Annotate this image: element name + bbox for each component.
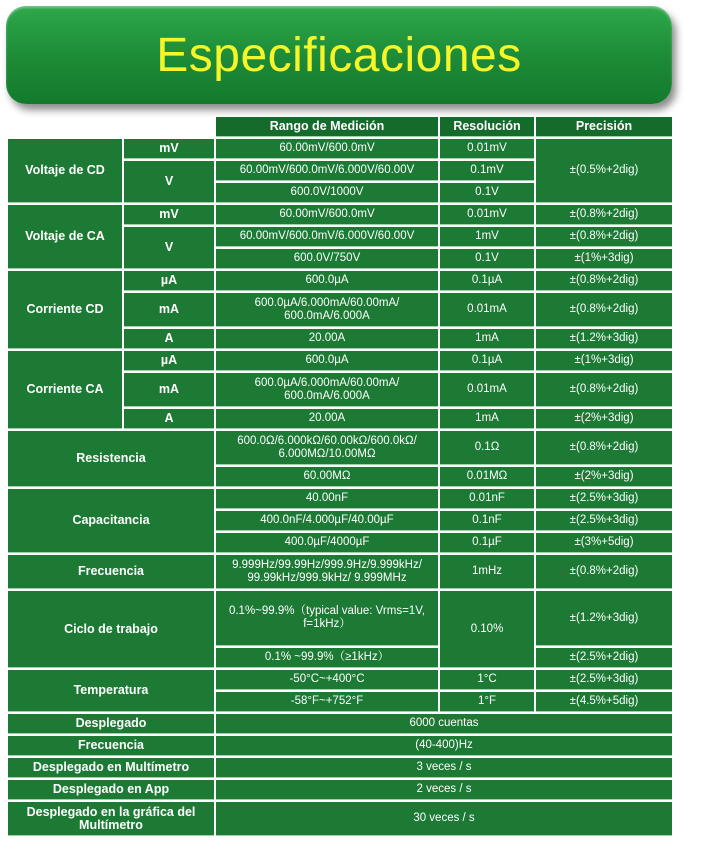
resolution-cell: 1°C <box>440 670 534 690</box>
range-line: 600.0mA/6.000A <box>284 389 370 402</box>
resolution-cell: 1°F <box>440 692 534 712</box>
resolution-cell: 0.1V <box>440 183 534 203</box>
range-cell: 60.00mV/600.0mV <box>216 205 438 225</box>
range-cell: 600.0V/1000V <box>216 183 438 203</box>
table-row <box>8 736 672 756</box>
precision-cell: ±(0.8%+2dig) <box>536 227 672 247</box>
range-cell: 600.0µA <box>216 351 438 371</box>
meter-refresh-label: Desplegado en Multímetro <box>8 758 214 778</box>
table-row <box>8 431 672 465</box>
table-row <box>8 489 672 509</box>
resolution-cell: 0.01MΩ <box>440 467 534 487</box>
table-row <box>8 758 672 778</box>
ac-current-label: Corriente CA <box>8 351 122 429</box>
range-cell: 20.00A <box>216 409 438 429</box>
label-line: Multímetro <box>79 817 143 832</box>
capacitance-label: Capacitancia <box>8 489 214 553</box>
table-row <box>8 351 672 371</box>
range-cell <box>216 373 438 407</box>
precision-cell: ±(0.8%+2dig) <box>536 271 672 291</box>
unit-cell: mA <box>124 293 214 327</box>
precision-cell: ±(2.5%+3dig) <box>536 511 672 531</box>
precision-cell: ±(2.5%+2dig) <box>536 648 672 668</box>
range-cell <box>216 293 438 327</box>
range-line: 600.0Ω/6.000kΩ/60.00kΩ/600.0kΩ/ <box>237 434 417 447</box>
unit-cell: µA <box>124 271 214 291</box>
range-cell: 600.0V/750V <box>216 249 438 269</box>
resolution-cell: 0.01nF <box>440 489 534 509</box>
range-cell: 0.1% ~99.9%（≥1kHz） <box>216 648 438 668</box>
precision-cell: ±(0.8%+2dig) <box>536 205 672 225</box>
title-banner <box>6 6 672 104</box>
range-line: 99.99kHz/999.9kHz/ 9.999MHz <box>247 571 407 584</box>
display-count-value: 6000 cuentas <box>216 714 672 734</box>
range-cell: -58°F~+752°F <box>216 692 438 712</box>
resolution-cell: 0.01mA <box>440 293 534 327</box>
table-row <box>8 205 672 225</box>
resolution-cell: 0.1µF <box>440 533 534 553</box>
graph-refresh-value: 30 veces / s <box>216 802 672 836</box>
precision-cell: ±(4.5%+5dig) <box>536 692 672 712</box>
dc-current-label: Corriente CD <box>8 271 122 349</box>
resolution-cell: 0.1nF <box>440 511 534 531</box>
resolution-cell: 1mA <box>440 329 534 349</box>
precision-cell: ±(0.8%+2dig) <box>536 431 672 465</box>
range-cell <box>216 431 438 465</box>
precision-cell: ±(1.2%+3dig) <box>536 329 672 349</box>
resolution-cell: 0.1µA <box>440 271 534 291</box>
display-count-label: Desplegado <box>8 714 214 734</box>
header-row <box>8 117 672 137</box>
resolution-cell: 0.1µA <box>440 351 534 371</box>
table-row <box>8 139 672 159</box>
graph-refresh-label <box>8 802 214 836</box>
header-resolution: Resolución <box>440 117 534 137</box>
range-line: 600.0µA/6.000mA/60.00mA/ <box>254 376 400 389</box>
table-row <box>8 591 672 646</box>
range-line: 9.999Hz/99.99Hz/999.9Hz/9.999kHz/ <box>232 558 422 571</box>
range-line: f=1kHz） <box>303 618 351 630</box>
resolution-cell: 0.01mV <box>440 139 534 159</box>
resolution-cell: 0.10% <box>440 591 534 668</box>
frequency-label: Frecuencia <box>8 555 214 589</box>
duty-cycle-label: Ciclo de trabajo <box>8 591 214 668</box>
range-line: 0.1%~99.9%（typical value: Vrms=1V, <box>228 605 426 617</box>
resolution-cell: 1mA <box>440 409 534 429</box>
unit-cell: A <box>124 409 214 429</box>
ac-voltage-label: Voltaje de CA <box>8 205 122 269</box>
unit-cell: V <box>124 227 214 269</box>
unit-cell: A <box>124 329 214 349</box>
header-range: Rango de Medición <box>216 117 438 137</box>
precision-cell: ±(1.2%+3dig) <box>536 591 672 646</box>
range-cell: 600.0µA <box>216 271 438 291</box>
precision-cell: ±(3%+5dig) <box>536 533 672 553</box>
table-row <box>8 670 672 690</box>
app-refresh-label: Desplegado en App <box>8 780 214 800</box>
temperature-label: Temperatura <box>8 670 214 712</box>
range-cell: 60.00mV/600.0mV <box>216 139 438 159</box>
range-line: 6.000MΩ/10.00MΩ <box>278 447 376 460</box>
range-cell: 400.0nF/4.000µF/40.00µF <box>216 511 438 531</box>
resolution-cell: 0.01mV <box>440 205 534 225</box>
resolution-cell: 0.01mA <box>440 373 534 407</box>
precision-cell: ±(2%+3dig) <box>536 409 672 429</box>
header-precision: Precisión <box>536 117 672 137</box>
unit-cell: µA <box>124 351 214 371</box>
header-blank <box>8 117 214 137</box>
resolution-cell: 0.1Ω <box>440 431 534 465</box>
page-title: Especificaciones <box>156 28 522 82</box>
range-line: 600.0µA/6.000mA/60.00mA/ <box>254 296 400 309</box>
table-row <box>8 271 672 291</box>
resolution-cell: 1mHz <box>440 555 534 589</box>
table-row <box>8 555 672 589</box>
range-line: 600.0mA/6.000A <box>284 309 370 322</box>
precision-cell: ±(0.5%+2dig) <box>536 139 672 203</box>
range-cell: 60.00MΩ <box>216 467 438 487</box>
resistance-label: Resistencia <box>8 431 214 487</box>
general-frequency-label: Frecuencia <box>8 736 214 756</box>
precision-cell: ±(1%+3dig) <box>536 351 672 371</box>
precision-cell: ±(1%+3dig) <box>536 249 672 269</box>
specifications-table <box>6 115 674 838</box>
range-cell: 60.00mV/600.0mV/6.000V/60.00V <box>216 161 438 181</box>
unit-cell: V <box>124 161 214 203</box>
label-line: Desplegado en la gráfica del <box>26 804 196 819</box>
unit-cell: mV <box>124 205 214 225</box>
table-row <box>8 714 672 734</box>
table-row <box>8 780 672 800</box>
unit-cell: mA <box>124 373 214 407</box>
range-cell: 400.0µF/4000µF <box>216 533 438 553</box>
resolution-cell: 0.1mV <box>440 161 534 181</box>
precision-cell: ±(0.8%+2dig) <box>536 555 672 589</box>
resolution-cell: 1mV <box>440 227 534 247</box>
precision-cell: ±(2%+3dig) <box>536 467 672 487</box>
unit-cell: mV <box>124 139 214 159</box>
precision-cell: ±(0.8%+2dig) <box>536 373 672 407</box>
precision-cell: ±(2.5%+3dig) <box>536 489 672 509</box>
meter-refresh-value: 3 veces / s <box>216 758 672 778</box>
dc-voltage-label: Voltaje de CD <box>8 139 122 203</box>
precision-cell: ±(0.8%+2dig) <box>536 293 672 327</box>
table-row <box>8 802 672 836</box>
general-frequency-value: (40-400)Hz <box>216 736 672 756</box>
range-cell <box>216 555 438 589</box>
precision-cell: ±(2.5%+3dig) <box>536 670 672 690</box>
range-cell: 20.00A <box>216 329 438 349</box>
range-cell <box>216 591 438 646</box>
range-cell: 60.00mV/600.0mV/6.000V/60.00V <box>216 227 438 247</box>
range-cell: -50°C~+400°C <box>216 670 438 690</box>
resolution-cell: 0.1V <box>440 249 534 269</box>
app-refresh-value: 2 veces / s <box>216 780 672 800</box>
range-cell: 40.00nF <box>216 489 438 509</box>
